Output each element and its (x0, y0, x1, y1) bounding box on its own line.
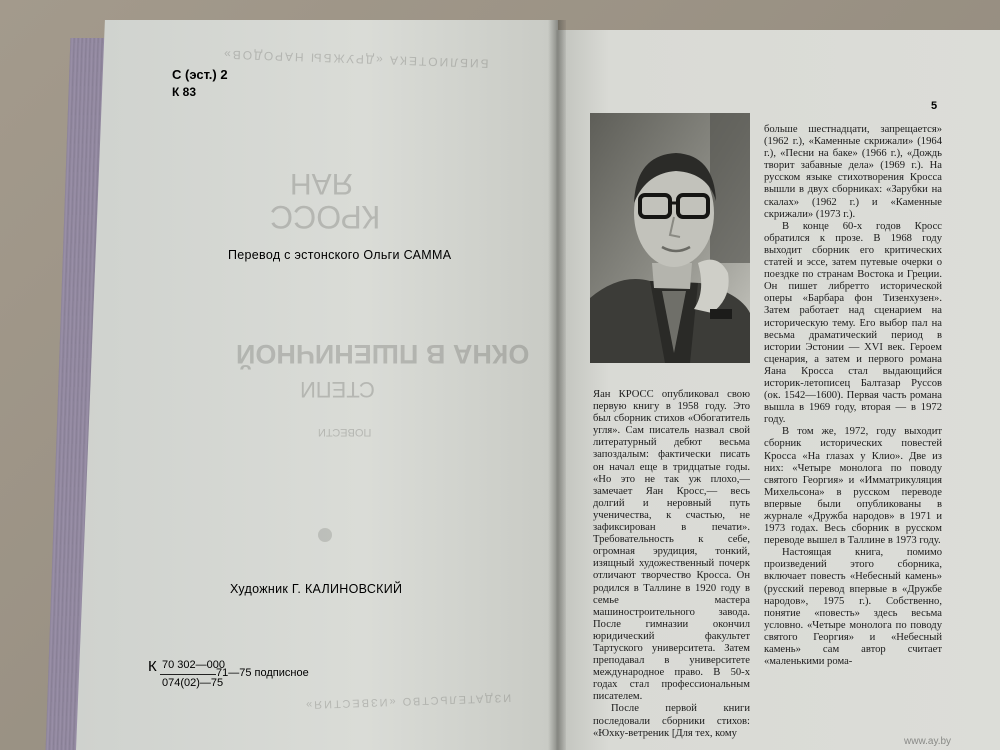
article-column-right (764, 124, 942, 668)
artist-credit: Художник Г. КАЛИНОВСКИЙ (230, 582, 403, 596)
pub-code-denominator: 074(02)—75 (162, 677, 224, 689)
page-number: 5 (931, 100, 938, 112)
bleed-through-publisher: ИЗДАТЕЛЬСТВО «ИЗВЕСТИЯ» (303, 691, 512, 711)
paragraph: В конце 60-х годов Кросс обратился к прозе. В 1968 году выходит сборник его критических статей и эссе, затем путевые очерки о поездке по странам Востока и Греции. Он пишет либретто исторической оперы «Барбара фон Тизенхузен». Затем работает над сценарием на историческую тему. Его выбор пал на весьма драматический период в истории Эстонии — XVI век. Героем сценария, а затем и первого романа Яана Кросса стал выдающийся историк-летописец Балтазар Руссов (ок. 1542—1600). Первая часть романа вышла в 1969 году, вторая — в 1972 году. (764, 220, 942, 426)
bleed-through-series: БИБЛИОТЕКА «ДРУЖБЫ НАРОДОВ» (221, 47, 489, 71)
bleed-through-author-last: КРОСС (270, 199, 381, 235)
author-code: К 83 (172, 85, 197, 99)
pub-code-letter: К (148, 658, 157, 675)
pub-code-fraction-line (160, 674, 216, 675)
article-column-left (593, 389, 750, 740)
author-portrait-photo (590, 113, 750, 363)
author-portrait-icon (590, 113, 750, 363)
bleed-through-genre: ПОВЕСТИ (318, 426, 372, 438)
pub-code-subscription: 71—75 подписное (216, 667, 309, 679)
paragraph: Яан КРОСС опубликовал свою первую книгу в 1958 году. Это был сборник стихов «Обогатитель угля». Сам писатель назвал свой литературный дебют весьма запоздалым: фактически писать он начал еще в тридцатые годы. «Но это не так уж плохо,— замечает Яан Кросс,— весь долгий и неровный путь ученичества, к счастью, не зафиксирован в печати». Требовательность к себе, огромная эрудиция, тонкий, изящный художественный почерк отличают творчество Кросса. Он родился в Таллине в 1920 году в семье мастера машиностроительного завода. После гимназии окончил юридический факультет Тартуского университета. Затем преподавал в университете международное право. В 50-х годах стал профессиональным писателем. (593, 389, 750, 703)
translator-credit: Перевод с эстонского Ольги САММА (228, 248, 452, 262)
bleed-through-title-2: СТЕПИ (300, 377, 375, 402)
pub-code-numerator: 70 302—000 (162, 659, 225, 671)
bleed-through-emblem (318, 528, 332, 542)
classification-code: С (эст.) 2 (172, 67, 228, 82)
paragraph: В том же, 1972, году выходит сборник исторических повестей Кросса «На глазах у Клио». Две из них: «Четыре монолога по поводу святого Георгия» и «Имматрикуляция Михельсона» в русском переводе впервые были опубликованы в журнале «Дружба народов» в 1971 и 1973 годах. Весь сборник в русском переводе вышел в Таллине в 1973 году. (764, 426, 942, 547)
bleed-through-author-first: ЯАН (290, 167, 354, 200)
bleed-through-title-1: ОКНА В ПШЕНИЧНОЙ (236, 339, 530, 369)
paragraph: После первой книги последовали сборники стихов: «Юхку-ветреник [Для тех, кому (593, 703, 750, 739)
book-gutter (548, 20, 566, 750)
site-watermark: www.ay.by (904, 736, 952, 747)
paragraph: больше шестнадцати, запрещается» (1962 г.), «Каменные скрижали» (1964 г.), «Песни на баке» (1966 г.), «Дождь творит забавные дела» (1969 г.). На русском языке стихотворения Кросса вышли в двух сборниках: «Зарубки на скалах» (1962 г.) и «Каменные скрижали» (1973 г.). (764, 124, 942, 220)
paragraph: Настоящая книга, помимо произведений этого сборника, включает повесть «Небесный камень» (русский перевод впервые в «Дружбе народов», 1975 г.). Собственно, понятие «повесть» здесь весьма условно. «Четыре монолога по поводу святого Георгия» и «Небесный камень» сам автор считает «маленькими рома- (764, 547, 942, 668)
